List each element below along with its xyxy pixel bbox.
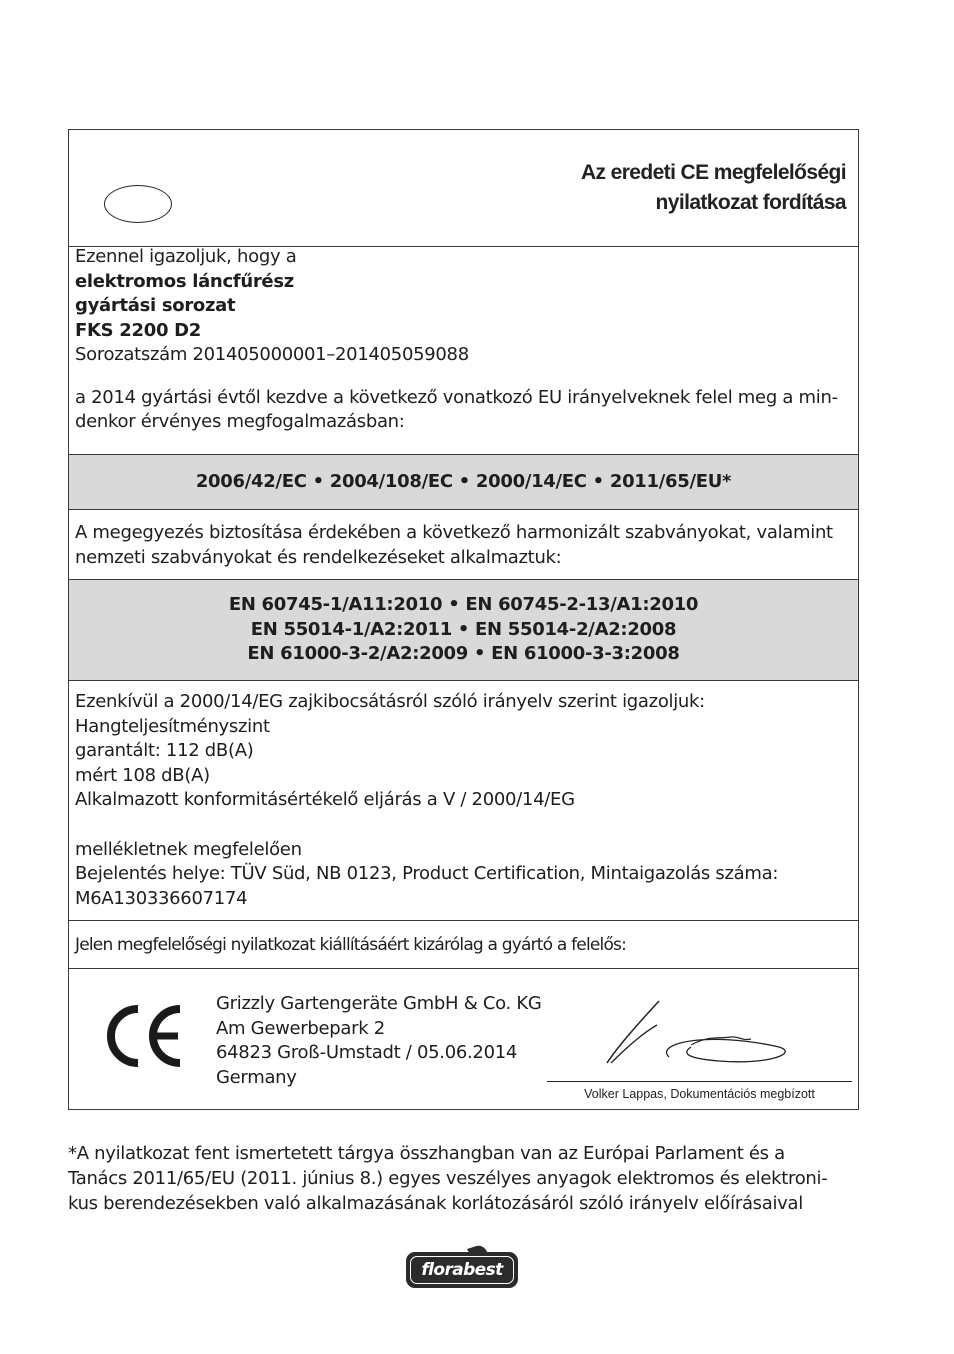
noise-text: Alkalmazott konformitásértékelő eljárás a V / 2000/14/EG bbox=[75, 789, 575, 810]
standards-intro-text: A megegyezés biztosítása érdekében a következő harmonizált szabványokat, valamint bbox=[75, 522, 833, 543]
footnote-line: *A nyilatkozat fent ismertetett tárgya összhangban van az Európai Parlament és a bbox=[68, 1143, 785, 1164]
divider bbox=[69, 920, 858, 921]
divider bbox=[69, 509, 858, 510]
intro-text: Ezennel igazoljuk, hogy a bbox=[75, 246, 297, 267]
noise-section bbox=[69, 690, 858, 911]
page-title bbox=[581, 158, 846, 218]
standards-line: EN 55014-1/A2:2011 • EN 55014-2/A2:2008 bbox=[250, 618, 677, 640]
title-line: Az eredeti CE megfelelőségi bbox=[580, 161, 846, 184]
compliance-text: denkor érvényes megfogalmazásban: bbox=[75, 411, 405, 432]
declaration-table bbox=[68, 129, 859, 1110]
handwritten-signature bbox=[599, 995, 799, 1067]
footnote bbox=[68, 1141, 868, 1216]
company-street: Am Gewerbepark 2 bbox=[216, 1017, 385, 1039]
company-address bbox=[216, 992, 576, 1090]
footnote-line: Tanács 2011/65/EU (2011. június 8.) egyes veszélyes anyagok elektromos és elektroni- bbox=[68, 1168, 828, 1189]
company-city-date: 64823 Groß-Umstadt / 05.06.2014 bbox=[216, 1042, 518, 1063]
noise-text: garantált: 112 dB(A) bbox=[75, 740, 254, 761]
standards-intro bbox=[69, 521, 858, 570]
logo-text: florabest bbox=[410, 1256, 514, 1284]
company-name: Grizzly Gartengeräte GmbH & Co. KG bbox=[216, 993, 542, 1014]
signatory-caption: Volker Lappas, Dokumentációs megbízott bbox=[547, 1081, 852, 1101]
noise-text: M6A130336607174 bbox=[75, 887, 248, 909]
noise-text: mért 108 dB(A) bbox=[75, 764, 210, 786]
company-country: Germany bbox=[216, 1066, 297, 1088]
serial-range: Sorozatszám 201405000001–201405059088 bbox=[75, 344, 469, 365]
noise-text: Hangteljesítményszint bbox=[75, 715, 270, 737]
standards-band bbox=[69, 580, 858, 680]
divider bbox=[69, 680, 858, 681]
responsibility-text: Jelen megfelelőségi nyilatkozat kiállításáért kizárólag a gyártó a felelős: bbox=[75, 935, 627, 955]
noise-text: Bejelentés helye: TÜV Süd, NB 0123, Product Certification, Mintaigazolás száma: bbox=[75, 863, 779, 884]
title-line: nyilatkozat fordítása bbox=[655, 191, 846, 214]
noise-text: mellékletnek megfelelően bbox=[75, 838, 302, 860]
responsibility-row bbox=[69, 933, 858, 958]
standards-intro-text: nemzeti szabványokat és rendelkezéseket alkalmaztuk: bbox=[75, 546, 562, 568]
directives-band bbox=[69, 455, 858, 509]
country-code-oval bbox=[104, 185, 172, 223]
divider bbox=[69, 968, 858, 969]
ce-mark-icon bbox=[100, 1005, 184, 1067]
standards-line: EN 61000-3-2/A2:2009 • EN 61000-3-3:2008 bbox=[247, 643, 680, 664]
product-name: elektromos láncfűrész bbox=[75, 270, 294, 292]
noise-text: Ezenkívül a 2000/14/EG zajkibocsátásról szóló irányelv szerint igazoljuk: bbox=[75, 691, 705, 712]
model-number: FKS 2200 D2 bbox=[75, 319, 202, 341]
series-label: gyártási sorozat bbox=[75, 295, 236, 316]
product-section bbox=[69, 245, 858, 435]
florabest-logo bbox=[406, 1252, 518, 1288]
footnote-line: kus berendezésekben való alkalmazásának korlátozásáról szóló irányelv előírásaival bbox=[68, 1193, 803, 1214]
standards-line: EN 60745-1/A11:2010 • EN 60745-2-13/A1:2010 bbox=[228, 594, 699, 615]
compliance-text: a 2014 gyártási évtől kezdve a következő vonatkozó EU irányelveknek felel meg a min- bbox=[75, 386, 838, 408]
directives-list: 2006/42/EC • 2004/108/EC • 2000/14/EC • 2011/65/EU* bbox=[195, 471, 732, 492]
